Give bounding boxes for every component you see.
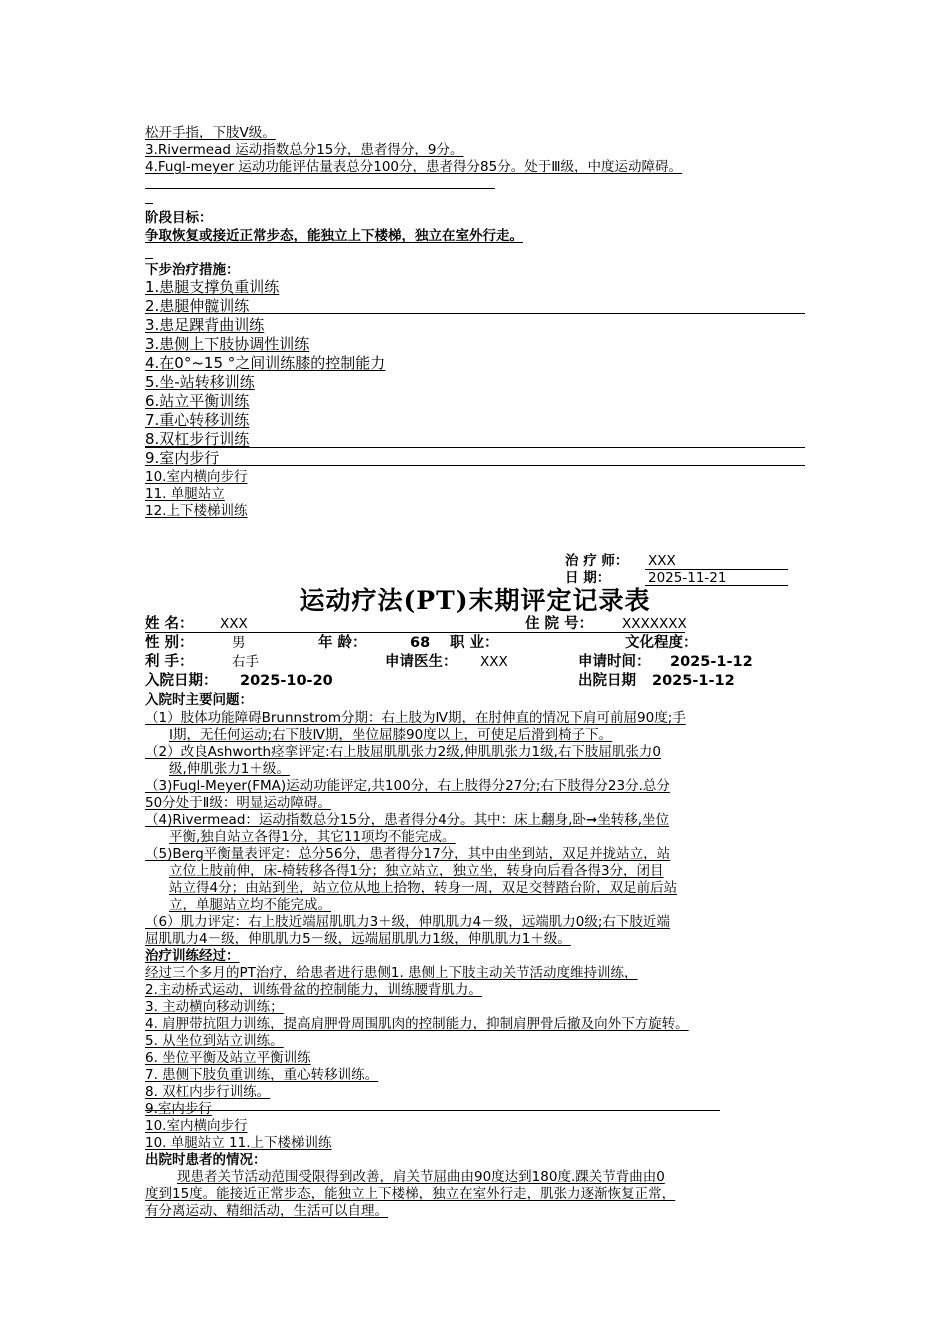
training-underline [145, 1110, 720, 1111]
problem-line: （3)Fugl-Meyer(FMA)运动功能评定,共100分，右上肢得分27分;右下肢得分23分.总分 [145, 778, 670, 794]
discharge-date-value: 2025-1-12 [652, 673, 735, 689]
problem-line: 立，单腿站立均不能完成。 [169, 897, 331, 913]
item-underline [145, 313, 805, 314]
next-steps-heading: 下步治疗措施： [145, 262, 240, 278]
doctor-value: XXX [480, 654, 508, 670]
next-step-item: 7.重心转移训练 [145, 411, 250, 429]
hand-label: 利 手： [145, 654, 194, 670]
next-step-item: 11. 单腿站立 [145, 486, 225, 502]
problem-line: （6）肌力评定：右上肢近端屈肌肌力3＋级，伸肌肌力4－级，远端肌力0级;右下肢近端 [145, 914, 670, 930]
therapist-value: XXX [648, 553, 676, 569]
item-underline [145, 447, 805, 448]
next-step-item: 1.患腿支撑负重训练 [145, 278, 280, 296]
next-step-item: 8.双杠步行训练 [145, 430, 250, 448]
next-step-item: 4.在0°~15 °之间训练膝的控制能力 [145, 354, 386, 372]
top-line-2: 3.Rivermead 运动指数总分15分，患者得分，9分。 [145, 142, 464, 158]
apply-time-label: 申请时间： [578, 654, 651, 670]
stage-goal-heading: 阶段目标： [145, 210, 213, 226]
problem-line: 屈肌肌力4－级，伸肌肌力5－级，远端屈肌肌力1级，伸肌肌力1＋级。 [145, 931, 571, 947]
problem-line: 平衡,独自站立各得1分，其它11项均不能完成。 [169, 829, 456, 845]
problem-line: 50分处于Ⅱ级：明显运动障碍。 [145, 795, 331, 811]
small-rule [145, 203, 153, 204]
apply-time-value: 2025-1-12 [670, 654, 753, 670]
gender-label: 性 别： [145, 635, 194, 651]
top-line-3: 4.Fugl-meyer 运动功能评估量表总分100分，患者得分85分。处于Ⅲ级，中度运动障碍。 [145, 159, 682, 175]
gender-value: 男 [232, 635, 246, 651]
problem-line: 站立得4分；由站到坐，站立位从地上拾物，转身一周，双足交替踏台阶，双足前后站 [169, 880, 678, 896]
education-label: 文化程度： [625, 635, 698, 651]
date-value: 2025-11-21 [648, 570, 727, 586]
problem-line: Ⅰ期，无任何运动;右下肢Ⅳ期，坐位屈膝90度以上，可使足后滑到椅子下。 [169, 727, 613, 743]
next-step-item: 10.室内横向步行 [145, 469, 248, 485]
next-step-item: 2.患腿伸髋训练 [145, 297, 250, 315]
problem-line: 级,伸肌张力1＋级。 [169, 761, 290, 777]
therapist-label: 治 疗 师： [565, 553, 629, 569]
next-step-item: 3.患侧上下肢协调性训练 [145, 335, 310, 353]
training-heading: 治疗训练经过： [145, 948, 240, 964]
training-line: 3. 主动横向移动训练； [145, 999, 284, 1015]
next-step-item: 12.上下楼梯训练 [145, 503, 248, 519]
stage-goal-text: 争取恢复或接近正常步态，能独立上下楼梯，独立在室外行走。 [145, 228, 523, 244]
discharge-line: 度到15度。能接近正常步态，能独立上下楼梯，独立在室外行走，肌张力逐渐恢复正常， [145, 1186, 676, 1202]
training-line: 4. 肩胛带抗阻力训练，提高肩胛骨周围肌肉的控制能力，抑制肩胛骨后撤及向外下方旋转。 [145, 1016, 689, 1032]
training-line: 经过三个多月的PT治疗，给患者进行患侧1. 患侧上下肢主动关节活动度维持训练， [145, 965, 638, 981]
next-step-item: 6.站立平衡训练 [145, 392, 250, 410]
next-step-item: 5.坐-站转移训练 [145, 373, 255, 391]
item-underline [145, 465, 805, 466]
name-label: 姓 名： [145, 616, 194, 632]
discharge-heading: 出院时患者的情况： [145, 1152, 267, 1168]
name-row-underline [145, 632, 685, 633]
admit-date-label: 入院日期： [145, 673, 218, 689]
training-line: 7. 患侧下肢负重训练，重心转移训练。 [145, 1067, 379, 1083]
problem-line: （2）改良Ashworth痉挛评定:右上肢屈肌肌张力2级,伸肌肌张力1级,右下肢屈肌张力0 [145, 744, 662, 760]
problem-line: （1）肢体功能障碍Brunnstrom分期：右上肢为Ⅳ期，在肘伸直的情况下肩可前屈90度;手 [145, 710, 686, 726]
name-value: XXX [220, 616, 248, 632]
admission-no-value: XXXXXXX [622, 616, 687, 632]
training-line: 10.室内横向步行 [145, 1118, 248, 1134]
divider-rule [145, 188, 495, 189]
problem-line: （5)Berg平衡量表评定：总分56分，患者得分17分，其中由坐到站，双足并拢站立，站 [145, 846, 671, 862]
training-line: 10. 单腿站立 11.上下楼梯训练 [145, 1135, 332, 1151]
next-step-item: 9.室内步行 [145, 449, 220, 467]
training-line: 9.室内步行 [145, 1101, 212, 1117]
hand-value: 右手 [232, 654, 259, 670]
discharge-line: 有分离运动、精细活动，生活可以自理。 [145, 1203, 388, 1219]
admission-no-label: 住 院 号： [525, 616, 594, 632]
training-line: 8. 双杠内步行训练。 [145, 1084, 271, 1100]
training-line: 6. 坐位平衡及站立平衡训练 [145, 1050, 311, 1066]
doctor-label: 申请医生： [385, 654, 458, 670]
next-step-item: 3.患足踝背曲训练 [145, 316, 265, 334]
discharge-line: 现患者关节活动范围受限得到改善，肩关节屈曲由90度达到180度.踝关节背曲由0 [177, 1169, 665, 1185]
top-line-1: 松开手指，下肢Ⅴ级。 [145, 125, 276, 141]
training-line: 2.主动桥式运动，训练骨盆的控制能力，训练腰背肌力。 [145, 982, 482, 998]
age-value: 68 [410, 635, 431, 651]
discharge-date-label: 出院日期 [578, 673, 636, 689]
age-label: 年 龄： [318, 635, 367, 651]
training-line: 5. 从坐位到站立训练。 [145, 1033, 284, 1049]
problem-line: 立位上肢前伸，床-椅转移各得1分；独立站立，独立坐，转身向后看各得3分，闭目 [169, 863, 664, 879]
admit-date-value: 2025-10-20 [240, 673, 333, 689]
form-title: 运动疗法(PT)末期评定记录表 [299, 586, 651, 615]
small-rule-2 [145, 258, 153, 259]
occupation-label: 职 业： [450, 635, 499, 651]
date-label: 日 期： [565, 570, 611, 586]
admission-problems-heading: 入院时主要问题： [145, 692, 253, 708]
problem-line: （4)Rivermead：运动指数总分15分，患者得分4分。其中：床上翻身,卧➞坐转移,坐位 [145, 812, 670, 828]
